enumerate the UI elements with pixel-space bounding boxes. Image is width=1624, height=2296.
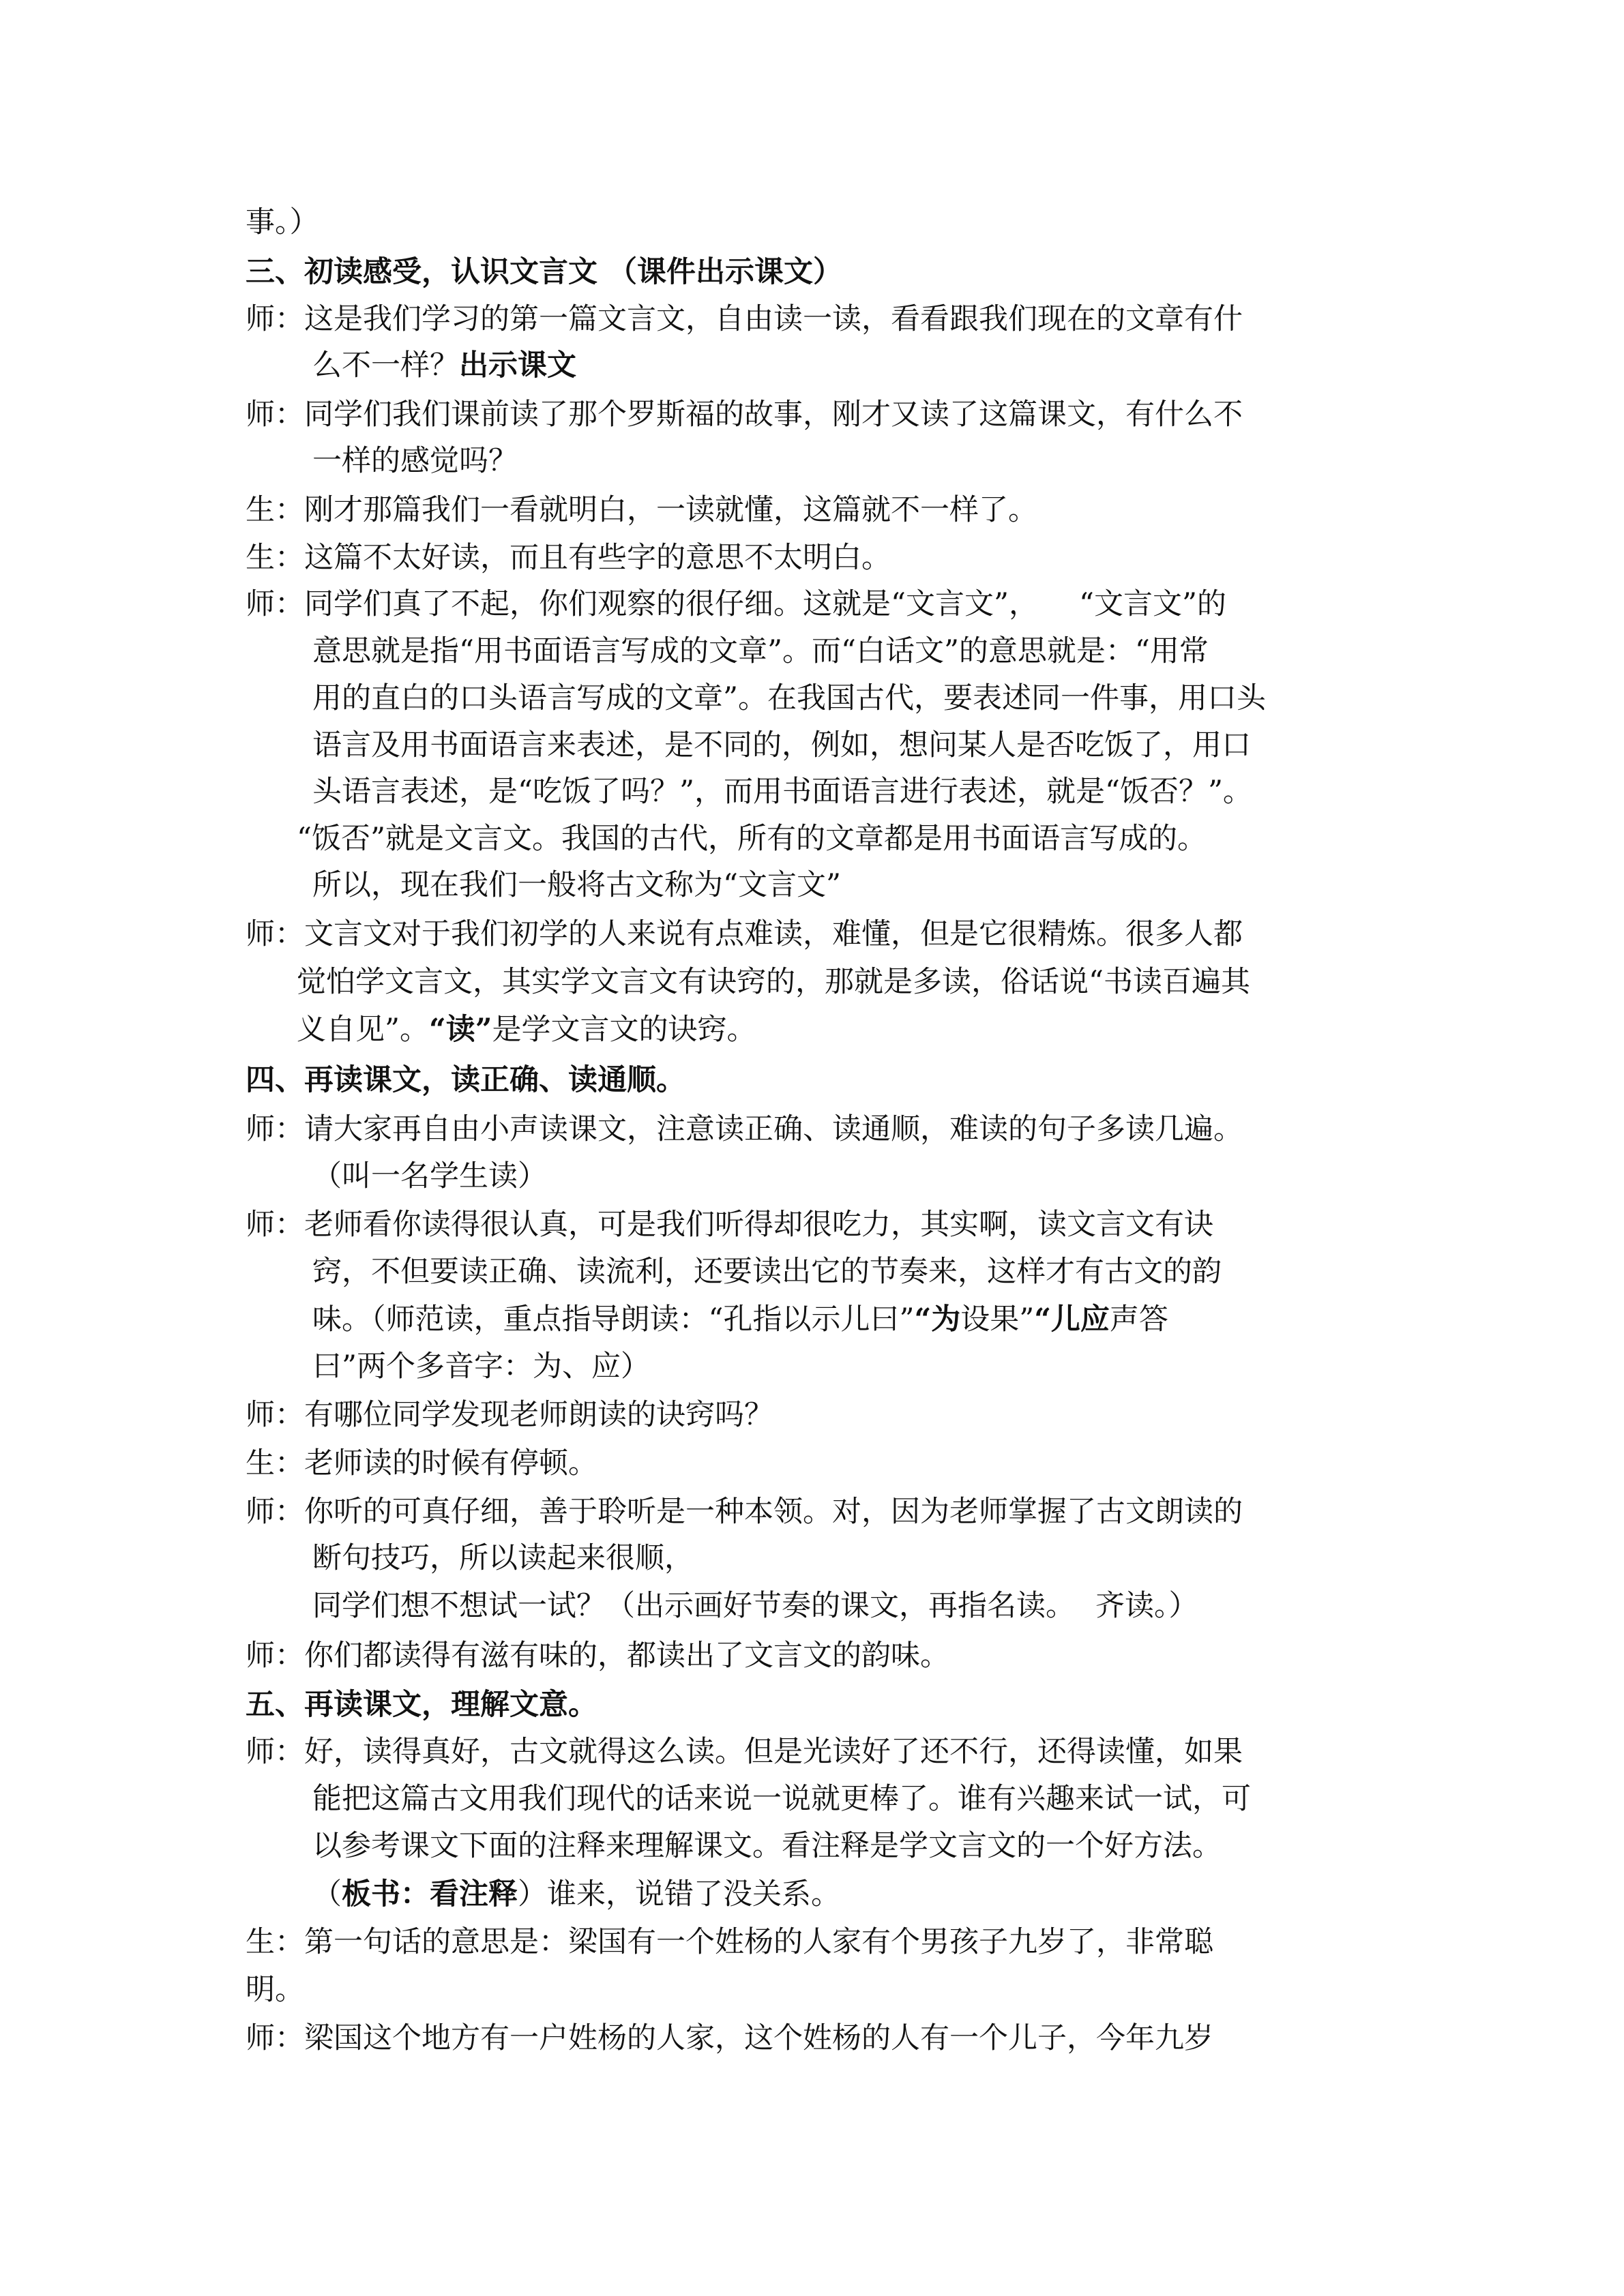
text-line: 一样的感觉吗？ [312,444,518,478]
text-line: 生：第一句话的意思是：梁国有一个姓杨的人家有个男孩子九岁了，非常聪 [246,1925,1213,1959]
text-line: 师：好，读得真好，古文就得这么读。但是光读好了还不行，还得读懂，如果 [246,1735,1243,1769]
text-line: 用的直白的口头语言写成的文章”。在我国古代，要表述同一件事，用口头 [312,681,1266,715]
text-line: 窍，不但要读正确、读流利，还要读出它的节奏来，这样才有古文的韵 [312,1255,1222,1289]
text-span: 同学们想不想试一试？（出示画好节奏的课文，再指名读。 [312,1589,1075,1623]
text-span: 齐读。） [1095,1589,1198,1623]
text-line [312,1583,1458,1628]
text-line [246,582,1391,627]
text-line: 生：老师读的时候有停顿。 [246,1446,597,1480]
text-line: 师：请大家再自由小声读课文，注意读正确、读通顺，难读的句子多读几遍。 [246,1112,1243,1146]
text-span: 味。（师范读，重点指导朗读：“孔指以示儿曰” [312,1302,915,1337]
text-line: 所以，现在我们一般将古文称为“文言文” [312,868,841,902]
text-line: 事。） [246,205,319,239]
text-line [297,1007,1443,1052]
section-heading-4: 四、再读课文，读正确、读通顺。 [246,1063,685,1097]
text-span: 师：同学们真了不起，你们观察的很仔细。这就是“文言文”， [246,587,1038,621]
text-line: 师：文言文对于我们初学的人来说有点难读，难懂，但是它很精炼。很多人都 [246,917,1243,951]
bold-text: “读” [428,1013,492,1047]
text-span: “文言文”的 [1078,587,1226,621]
text-line: 语言及用书面语言来表述，是不同的，例如，想问某人是否吃饭了，用口 [312,728,1251,762]
text-span: 么不一样？ [312,348,459,383]
text-line: 断句技巧，所以读起来很顺， [312,1541,694,1575]
text-line: 以参考课文下面的注释来理解课文。看注释是学文言文的一个好方法。 [312,1829,1222,1863]
text-line: 明。 [246,1973,304,2007]
text-line: 曰”两个多音字：为、应） [312,1350,650,1384]
text-line: 师：这是我们学习的第一篇文言文，自由读一读，看看跟我们现在的文章有什 [246,302,1243,336]
text-line: 能把这篇古文用我们现代的话来说一说就更棒了。谁有兴趣来试一试，可 [312,1782,1251,1816]
text-line: 头语言表述，是“吃饭了吗？”，而用书面语言进行表述，就是“饭否？”。 [312,775,1252,809]
text-span: 是学文言文的诀窍。 [492,1013,756,1047]
bold-text: 出示课文 [459,348,576,383]
text-line: 师：梁国这个地方有一户姓杨的人家，这个姓杨的人有一个儿子，今年九岁 [246,2021,1213,2055]
bold-text: 板书：看注释 [342,1877,518,1911]
text-line: 师：你听的可真仔细，善于聆听是一种本领。对，因为老师掌握了古文朗读的 [246,1495,1243,1529]
text-line: 师：你们都读得有滋有味的，都读出了文言文的韵味。 [246,1639,949,1673]
text-line: 意思就是指“用书面语言写成的文章”。而“白话文”的意思就是：“用常 [312,634,1209,668]
text-line: （叫一名学生读） [312,1159,547,1193]
bold-text: “儿应 [1034,1302,1110,1337]
section-heading-5: 五、再读课文，理解文意。 [246,1688,597,1722]
text-span: （ [312,1877,342,1911]
text-line: 师：有哪位同学发现老师朗读的诀窍吗？ [246,1398,773,1432]
text-line [312,1297,1458,1342]
text-span: 设果” [960,1302,1035,1337]
text-line: 生：刚才那篇我们一看就明白，一读就懂，这篇就不一样了。 [246,493,1037,527]
text-line: 生：这篇不太好读，而且有些字的意思不太明白。 [246,541,891,575]
text-line: 师：老师看你读得很认真，可是我们听得却很吃力，其实啊，读文言文有诀 [246,1208,1213,1242]
text-span: 义自见”。 [297,1013,429,1047]
text-line: 师：同学们我们课前读了那个罗斯福的故事，刚才又读了这篇课文，有什么不 [246,398,1243,432]
text-line: 觉怕学文言文，其实学文言文有诀窍的，那就是多读，俗话说“书读百遍其 [297,965,1250,999]
text-span: ）谁来，说错了没关系。 [518,1877,840,1911]
bold-text: “为 [914,1302,961,1337]
text-line: “饭否”就是文言文。我国的古代，所有的文章都是用书面语言写成的。 [297,822,1207,856]
section-heading-3: 三、初读感受，认识文言文 （课件出示课文） [246,255,842,289]
text-span: 声答 [1109,1302,1168,1337]
text-line [312,343,1458,388]
text-line [312,1872,1458,1917]
